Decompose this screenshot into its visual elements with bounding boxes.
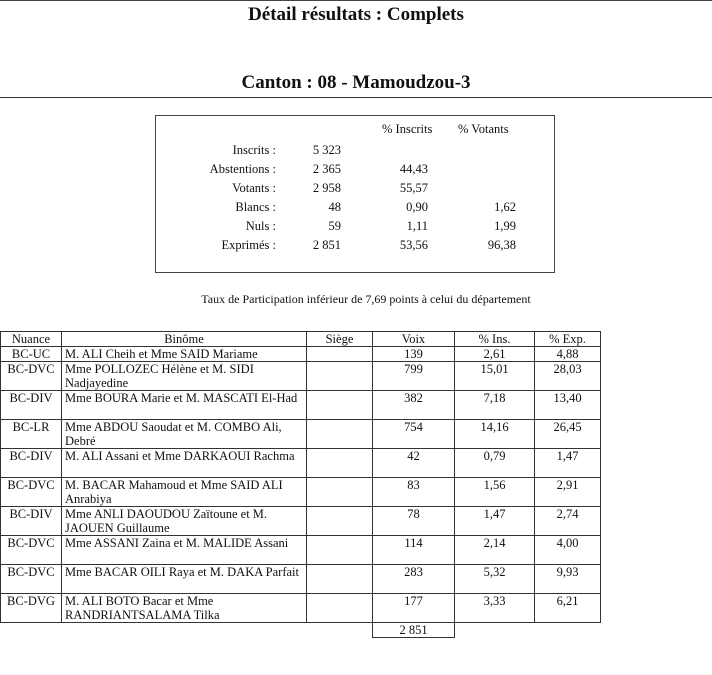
summary-count: 5 323 bbox=[312, 143, 341, 157]
cell-pct-exp: 28,03 bbox=[535, 362, 601, 391]
cell-nuance: BC-DVC bbox=[1, 565, 62, 594]
cell-siege bbox=[307, 565, 373, 594]
summary-box bbox=[155, 115, 555, 273]
summary-row bbox=[156, 238, 554, 256]
page-title: Détail résultats : Complets bbox=[248, 4, 464, 25]
cell-binome: Mme ANLI DAOUDOU Zaïtoune et M. JAOUEN Guillaume bbox=[62, 507, 307, 536]
cell-pct-ins: 2,61 bbox=[455, 347, 535, 362]
cell-binome: Mme ASSANI Zaina et M. MALIDE Assani bbox=[62, 536, 307, 565]
cell-voix: 799 bbox=[373, 362, 455, 391]
table-row bbox=[1, 478, 601, 507]
total-voix: 2 851 bbox=[373, 623, 455, 638]
total-blank-cell bbox=[535, 623, 601, 638]
cell-binome: M. ALI Assani et Mme DARKAOUI Rachma bbox=[62, 449, 307, 478]
cell-pct-ins: 2,14 bbox=[455, 536, 535, 565]
summary-row bbox=[156, 219, 554, 237]
summary-row bbox=[156, 181, 554, 199]
cell-nuance: BC-DVC bbox=[1, 362, 62, 391]
total-blank-cell bbox=[307, 623, 373, 638]
summary-header-row bbox=[156, 122, 554, 140]
cell-voix: 754 bbox=[373, 420, 455, 449]
summary-count: 2 851 bbox=[312, 238, 341, 252]
header-pct-ins: % Ins. bbox=[455, 332, 535, 347]
cell-siege bbox=[307, 449, 373, 478]
cell-siege bbox=[307, 420, 373, 449]
summary-pct-inscrits: 0,90 bbox=[406, 200, 428, 214]
table-row bbox=[1, 391, 601, 420]
cell-voix: 283 bbox=[373, 565, 455, 594]
cell-nuance: BC-DIV bbox=[1, 391, 62, 420]
cell-pct-exp: 26,45 bbox=[535, 420, 601, 449]
cell-pct-exp: 1,47 bbox=[535, 449, 601, 478]
cell-voix: 177 bbox=[373, 594, 455, 623]
cell-pct-exp: 13,40 bbox=[535, 391, 601, 420]
cell-binome: Mme POLLOZEC Hélène et M. SIDI Nadjayedine bbox=[62, 362, 307, 391]
cell-voix: 78 bbox=[373, 507, 455, 536]
cell-binome: M. ALI BOTO Bacar et Mme RANDRIANTSALAMA Tilka bbox=[62, 594, 307, 623]
cell-nuance: BC-DVC bbox=[1, 536, 62, 565]
cell-pct-ins: 14,16 bbox=[455, 420, 535, 449]
cell-pct-ins: 3,33 bbox=[455, 594, 535, 623]
cell-pct-ins: 5,32 bbox=[455, 565, 535, 594]
canton-title: Canton : 08 - Mamoudzou-3 bbox=[241, 72, 471, 93]
cell-siege bbox=[307, 507, 373, 536]
cell-pct-exp: 4,00 bbox=[535, 536, 601, 565]
summary-pct-votants: 1,99 bbox=[494, 219, 516, 233]
cell-pct-exp: 2,91 bbox=[535, 478, 601, 507]
summary-pct-inscrits: 44,43 bbox=[399, 162, 428, 176]
summary-pct-inscrits: 55,57 bbox=[399, 181, 428, 195]
summary-count: 2 365 bbox=[312, 162, 341, 176]
summary-label: Blancs : bbox=[235, 200, 276, 214]
table-row bbox=[1, 420, 601, 449]
results-body bbox=[1, 347, 601, 638]
cell-binome: M. BACAR Mahamoud et Mme SAID ALI Anrabiya bbox=[62, 478, 307, 507]
summary-header-pct-votants: % Votants bbox=[458, 122, 509, 136]
summary-label: Exprimés : bbox=[221, 238, 276, 252]
summary-pct-inscrits: 1,11 bbox=[406, 219, 428, 233]
cell-siege bbox=[307, 478, 373, 507]
header-siege: Siège bbox=[307, 332, 373, 347]
summary-count: 48 bbox=[328, 200, 341, 214]
table-row bbox=[1, 507, 601, 536]
header-pct-exp: % Exp. bbox=[535, 332, 601, 347]
summary-pct-votants: 1,62 bbox=[494, 200, 516, 214]
cell-pct-ins: 7,18 bbox=[455, 391, 535, 420]
cell-voix: 42 bbox=[373, 449, 455, 478]
cell-voix: 83 bbox=[373, 478, 455, 507]
results-table bbox=[0, 331, 601, 638]
cell-pct-ins: 1,56 bbox=[455, 478, 535, 507]
table-row bbox=[1, 449, 601, 478]
cell-nuance: BC-DIV bbox=[1, 449, 62, 478]
cell-nuance: BC-DVG bbox=[1, 594, 62, 623]
cell-pct-exp: 4,88 bbox=[535, 347, 601, 362]
summary-count: 59 bbox=[328, 219, 341, 233]
results-header-row bbox=[1, 332, 601, 347]
cell-voix: 114 bbox=[373, 536, 455, 565]
cell-siege bbox=[307, 594, 373, 623]
cell-binome: Mme BOURA Marie et M. MASCATI El-Had bbox=[62, 391, 307, 420]
cell-nuance: BC-LR bbox=[1, 420, 62, 449]
cell-binome: Mme ABDOU Saoudat et M. COMBO Ali, Debré bbox=[62, 420, 307, 449]
canton-rule bbox=[0, 97, 712, 98]
table-row bbox=[1, 565, 601, 594]
cell-nuance: BC-DIV bbox=[1, 507, 62, 536]
cell-siege bbox=[307, 362, 373, 391]
summary-label: Inscrits : bbox=[232, 143, 276, 157]
summary-label: Abstentions : bbox=[209, 162, 276, 176]
cell-pct-ins: 1,47 bbox=[455, 507, 535, 536]
summary-count: 2 958 bbox=[312, 181, 341, 195]
summary-row bbox=[156, 200, 554, 218]
header-voix: Voix bbox=[373, 332, 455, 347]
total-row bbox=[1, 623, 601, 638]
summary-pct-inscrits: 53,56 bbox=[399, 238, 428, 252]
header-nuance: Nuance bbox=[1, 332, 62, 347]
cell-nuance: BC-DVC bbox=[1, 478, 62, 507]
table-row bbox=[1, 536, 601, 565]
cell-nuance: BC-UC bbox=[1, 347, 62, 362]
cell-pct-ins: 15,01 bbox=[455, 362, 535, 391]
table-row bbox=[1, 362, 601, 391]
cell-pct-ins: 0,79 bbox=[455, 449, 535, 478]
summary-row bbox=[156, 162, 554, 180]
summary-label: Votants : bbox=[232, 181, 276, 195]
cell-pct-exp: 2,74 bbox=[535, 507, 601, 536]
cell-voix: 382 bbox=[373, 391, 455, 420]
total-blank-cell bbox=[62, 623, 307, 638]
cell-siege bbox=[307, 536, 373, 565]
summary-header-pct-inscrits: % Inscrits bbox=[382, 122, 433, 136]
cell-pct-exp: 9,93 bbox=[535, 565, 601, 594]
summary-row bbox=[156, 143, 554, 161]
total-blank-cell bbox=[455, 623, 535, 638]
table-row bbox=[1, 594, 601, 623]
cell-binome: Mme BACAR OILI Raya et M. DAKA Parfait bbox=[62, 565, 307, 594]
cell-voix: 139 bbox=[373, 347, 455, 362]
table-row bbox=[1, 347, 601, 362]
cell-binome: M. ALI Cheih et Mme SAID Mariame bbox=[62, 347, 307, 362]
top-rule bbox=[0, 0, 712, 1]
total-blank-cell bbox=[1, 623, 62, 638]
header-binome: Binôme bbox=[62, 332, 307, 347]
cell-siege bbox=[307, 347, 373, 362]
cell-pct-exp: 6,21 bbox=[535, 594, 601, 623]
cell-siege bbox=[307, 391, 373, 420]
summary-label: Nuls : bbox=[245, 219, 276, 233]
summary-pct-votants: 96,38 bbox=[487, 238, 516, 252]
participation-note: Taux de Participation inférieur de 7,69 points à celui du département bbox=[201, 292, 531, 306]
